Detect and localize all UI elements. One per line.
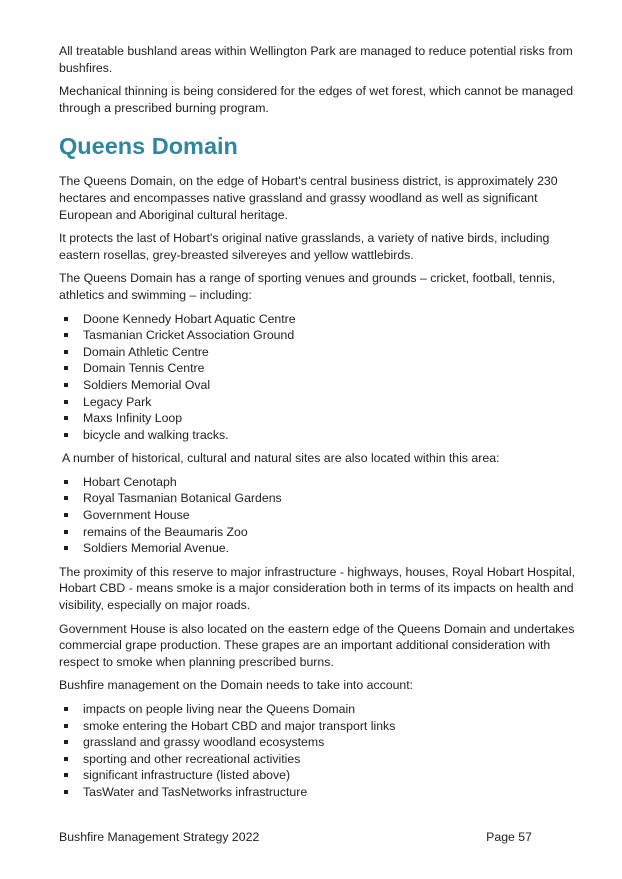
list-item: Soldiers Memorial Oval [59,377,579,394]
section-paragraph-4: A number of historical, cultural and natural sites are also located within this area: [62,451,500,466]
list-item: sporting and other recreational activities [59,751,579,768]
list-item: significant infrastructure (listed above) [59,767,579,784]
list-item: Royal Tasmanian Botanical Gardens [59,490,579,507]
list-item: impacts on people living near the Queens Domain [59,701,579,718]
intro-paragraph-1: All treatable bushland areas within Wellington Park are managed to reduce potential risks from bushfires. [59,44,573,75]
list-item: Tasmanian Cricket Association Ground [59,327,579,344]
list-item: Legacy Park [59,394,579,411]
list-item: remains of the Beaumaris Zoo [59,524,579,541]
list-item: grassland and grassy woodland ecosystems [59,734,579,751]
section-paragraph-6: Government House is also located on the eastern edge of the Queens Domain and undertakes commercial grape production. These grapes are an important additional consideration with respect to smoke when planning prescribed burns. [59,621,575,669]
list-item: Domain Tennis Centre [59,360,579,377]
section-heading: Queens Domain [59,133,238,160]
section-paragraph-7: Bushfire management on the Domain needs to take into account: [59,678,414,693]
list-item: Hobart Cenotaph [59,474,579,491]
section-paragraph-1: The Queens Domain, on the edge of Hobart's central business district, is approximately 230 hectares and encompasses native grassland and grassy woodland as well as significant European and Aboriginal cultural heritage. [59,174,558,222]
considerations-list [59,701,579,801]
page-number: Page 57 [486,830,532,844]
intro-paragraph-2: Mechanical thinning is being considered for the edges of wet forest, which cannot be managed through a prescribed burning program. [59,84,574,115]
list-item: Domain Athletic Centre [59,344,579,361]
section-paragraph-3: The Queens Domain has a range of sporting venues and grounds – cricket, football, tennis, athletics and swimming – including: [59,271,556,302]
list-item: Soldiers Memorial Avenue. [59,540,579,557]
list-item: Maxs Infinity Loop [59,410,579,427]
page-footer [59,829,532,845]
sites-list [59,474,579,557]
list-item: Doone Kennedy Hobart Aquatic Centre [59,311,579,328]
list-item: TasWater and TasNetworks infrastructure [59,784,579,801]
venues-list [59,311,579,444]
list-item: Government House [59,507,579,524]
list-item: bicycle and walking tracks. [59,427,579,444]
section-paragraph-2: It protects the last of Hobart's original native grasslands, a variety of native birds, including eastern rosellas, grey-breasted silvereyes and yellow wattlebirds. [59,231,550,262]
footer-title: Bushfire Management Strategy 2022 [59,830,260,844]
section-paragraph-5: The proximity of this reserve to major infrastructure - highways, houses, Royal Hobart Hospital, Hobart CBD - means smoke is a major consideration both in terms of its impacts on health and visibility, especially on major roads. [59,564,575,613]
document-page [59,43,579,808]
list-item: smoke entering the Hobart CBD and major transport links [59,718,579,735]
